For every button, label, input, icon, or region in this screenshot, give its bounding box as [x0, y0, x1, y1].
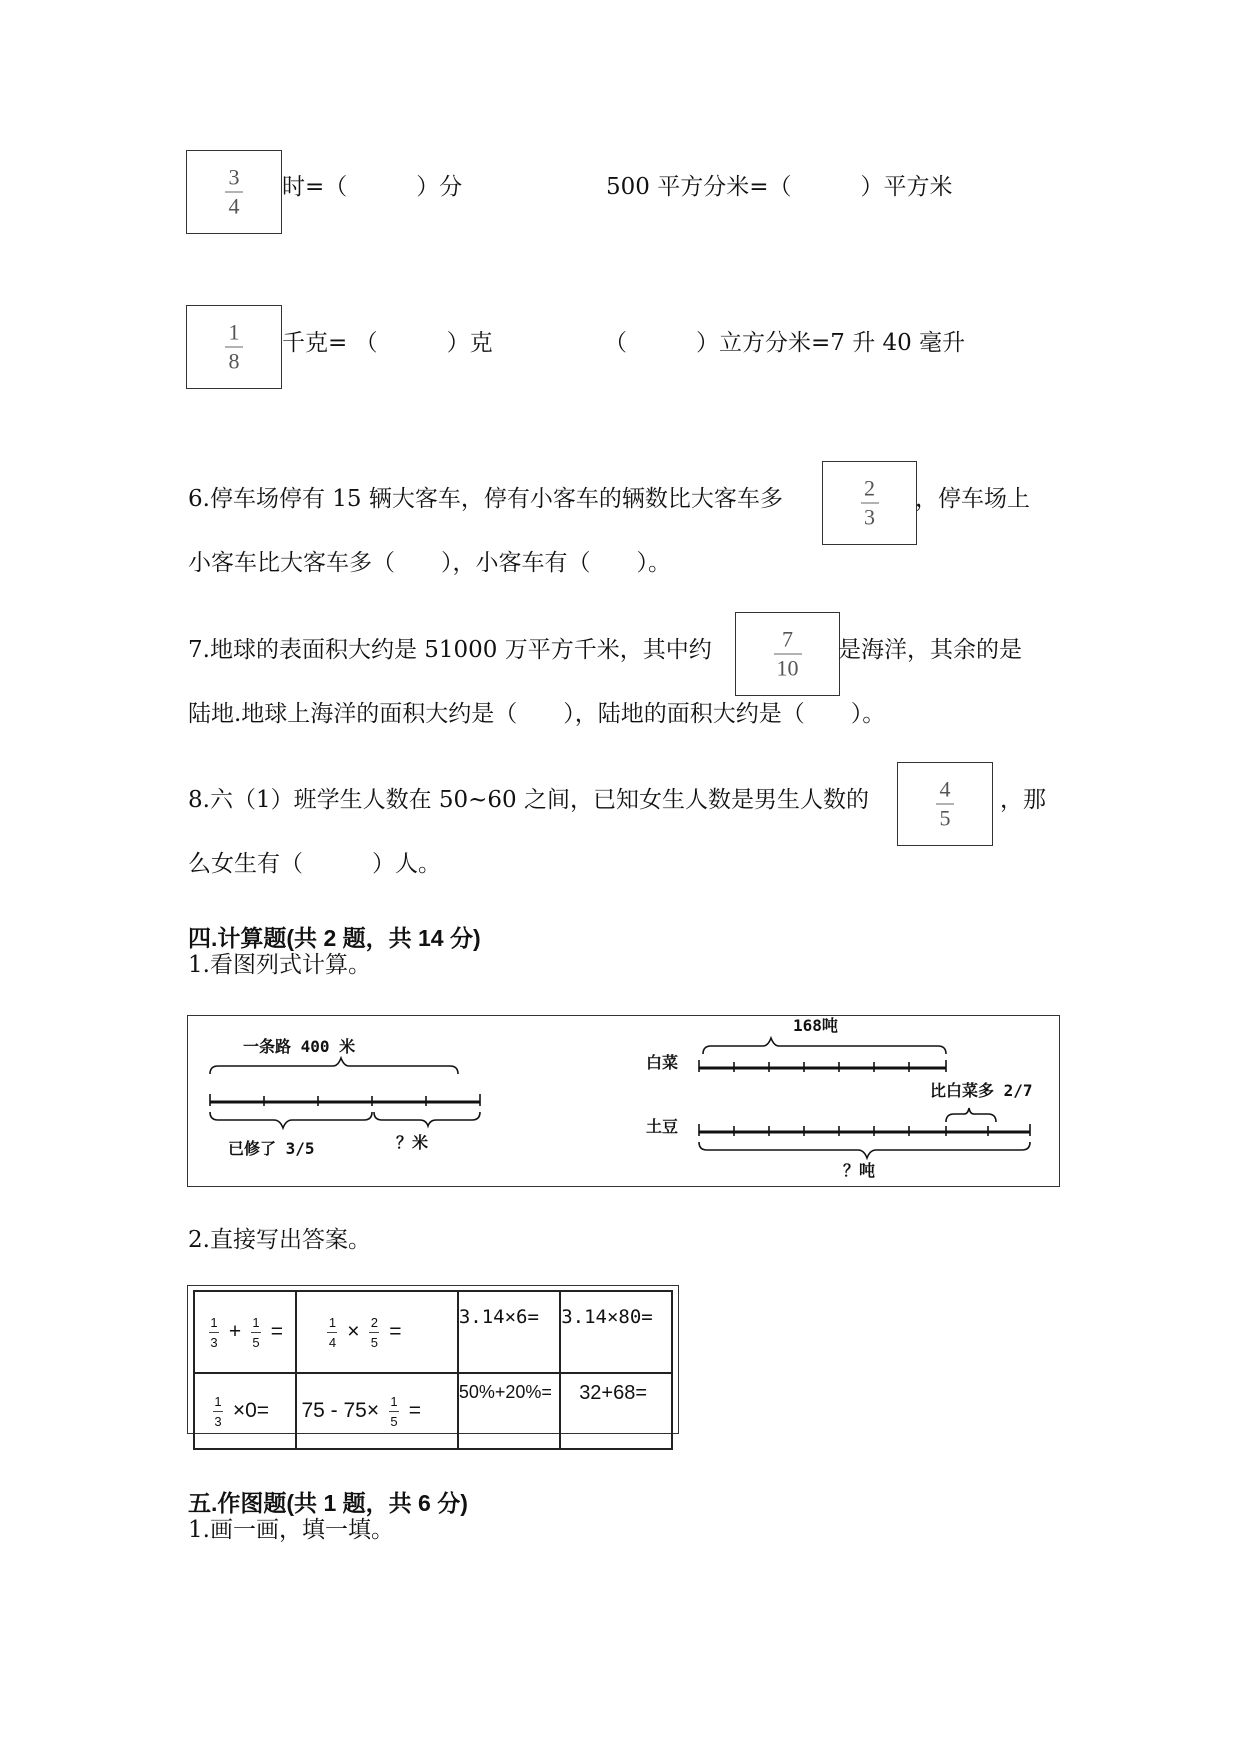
q7-line2: 陆地.地球上海洋的面积大约是（ ），陆地的面积大约是（ ）。 [188, 701, 886, 727]
more-label: 比白菜多 2/7 [930, 1081, 1033, 1100]
potato-label: 土豆 [646, 1117, 679, 1136]
figure-box [187, 1015, 1060, 1187]
frac-den: 3 [214, 1413, 222, 1429]
unknown-label: ？米 [396, 1133, 429, 1152]
fraction-denominator: 3 [864, 504, 875, 530]
potato-ticks [699, 1124, 1030, 1136]
section4-title: 四.计算题(共 2 题，共 14 分) [188, 925, 481, 951]
q7-line1-a: 7.地球的表面积大约是 51000 万平方千米，其中约 [188, 637, 712, 663]
section4-q1: 1.看图列式计算。 [188, 952, 371, 978]
fraction-denominator: 8 [228, 348, 240, 374]
frac-num: 1 [328, 1314, 337, 1330]
q6-line1-b: ，停车场上 [915, 486, 1030, 512]
fraction-box-2-3 [822, 461, 917, 545]
fraction-numerator: 2 [864, 475, 875, 501]
section4-q2: 2.直接写出答案。 [188, 1227, 371, 1253]
fraction-numerator: 1 [228, 319, 240, 345]
expression-head: 75 - 75× [301, 1398, 380, 1422]
road-label: 一条路 400 米 [243, 1037, 356, 1056]
cabbage-total-label: 168吨 [793, 1016, 838, 1035]
frac-den: 5 [252, 1334, 260, 1350]
q6-line1-a: 6.停车场停有 15 辆大客车，停有小客车的辆数比大客车多 [188, 486, 783, 512]
q7-line1-b: 是海洋，其余的是 [838, 637, 1022, 663]
frac-num: 1 [252, 1314, 260, 1330]
unknown-brace [374, 1112, 480, 1126]
frac-num: 1 [390, 1393, 398, 1409]
q8-line1-b: ，那 [1000, 787, 1046, 813]
built-label: 已修了 3/5 [228, 1139, 315, 1158]
cell-50-plus-20-percent: 50%+20%= [458, 1373, 560, 1449]
cabbage-brace [703, 1038, 946, 1054]
cabbage-label: 白菜 [646, 1053, 679, 1072]
fraction-box-1-8 [186, 305, 282, 389]
frac-num: 1 [214, 1393, 222, 1409]
road-total-brace [210, 1058, 458, 1074]
potato-brace [699, 1142, 1030, 1158]
row2-left-text: 千克= （ ）克 [282, 330, 493, 356]
section5-q1: 1.画一画，填一填。 [188, 1517, 394, 1543]
fraction-denominator: 10 [776, 655, 799, 681]
row1-left-text: 时=（ ）分 [282, 174, 463, 200]
more-brace [946, 1108, 996, 1122]
equals-sign: = [408, 1398, 422, 1422]
fraction-numerator: 3 [228, 164, 240, 190]
cell-32-plus-68: 32+68= [560, 1373, 672, 1449]
cell-3-14-times-80: 3.14×80= [560, 1291, 672, 1373]
cell-3-14-times-6: 3.14×6= [458, 1291, 560, 1373]
frac-den: 4 [328, 1334, 337, 1350]
fraction-box-7-10 [735, 612, 840, 696]
cell-1-4-times-2-5 [296, 1291, 457, 1373]
fraction-box-3-4 [186, 150, 282, 234]
diagram-svg [188, 1016, 1059, 1186]
frac-num: 1 [210, 1314, 218, 1330]
equals-sign: = [270, 1319, 284, 1343]
table-row [194, 1291, 672, 1373]
frac-num: 2 [370, 1314, 378, 1330]
fraction-denominator: 5 [939, 805, 951, 831]
q8-line2: 么女生有（ ）人。 [188, 851, 441, 877]
fraction-numerator: 7 [782, 626, 793, 652]
fraction-numerator: 4 [939, 776, 951, 802]
row2-right-text: （ ）立方分米=7 升 40 毫升 [604, 330, 966, 356]
row1-right-text: 500 平方分米=（ ）平方米 [606, 174, 953, 200]
plus-sign: + [228, 1319, 242, 1343]
times-sign: × [347, 1319, 360, 1343]
fraction-box-4-5 [897, 762, 993, 846]
frac-den: 5 [390, 1413, 398, 1429]
cell-75-minus-75-times-1-5 [296, 1373, 457, 1449]
road-ticks [210, 1094, 480, 1106]
table-row [194, 1373, 672, 1449]
q8-line1-a: 8.六（1）班学生人数在 50~60 之间，已知女生人数是男生人数的 [188, 787, 870, 813]
cabbage-ticks [699, 1060, 946, 1072]
q6-line2: 小客车比大客车多（ ），小客车有（ ）。 [188, 550, 671, 576]
equals-sign: = [389, 1319, 402, 1343]
cell-1-3-plus-1-5 [194, 1291, 296, 1373]
frac-den: 3 [210, 1334, 218, 1350]
built-brace [210, 1112, 372, 1128]
section5-title: 五.作图题(共 1 题，共 6 分) [188, 1490, 468, 1516]
frac-den: 5 [370, 1334, 378, 1350]
fraction-denominator: 4 [228, 193, 240, 219]
calc-table [193, 1290, 673, 1450]
cell-1-3-times-0 [194, 1373, 296, 1449]
times-zero-text: ×0= [232, 1398, 270, 1422]
potato-unknown-label: ？吨 [843, 1161, 876, 1180]
